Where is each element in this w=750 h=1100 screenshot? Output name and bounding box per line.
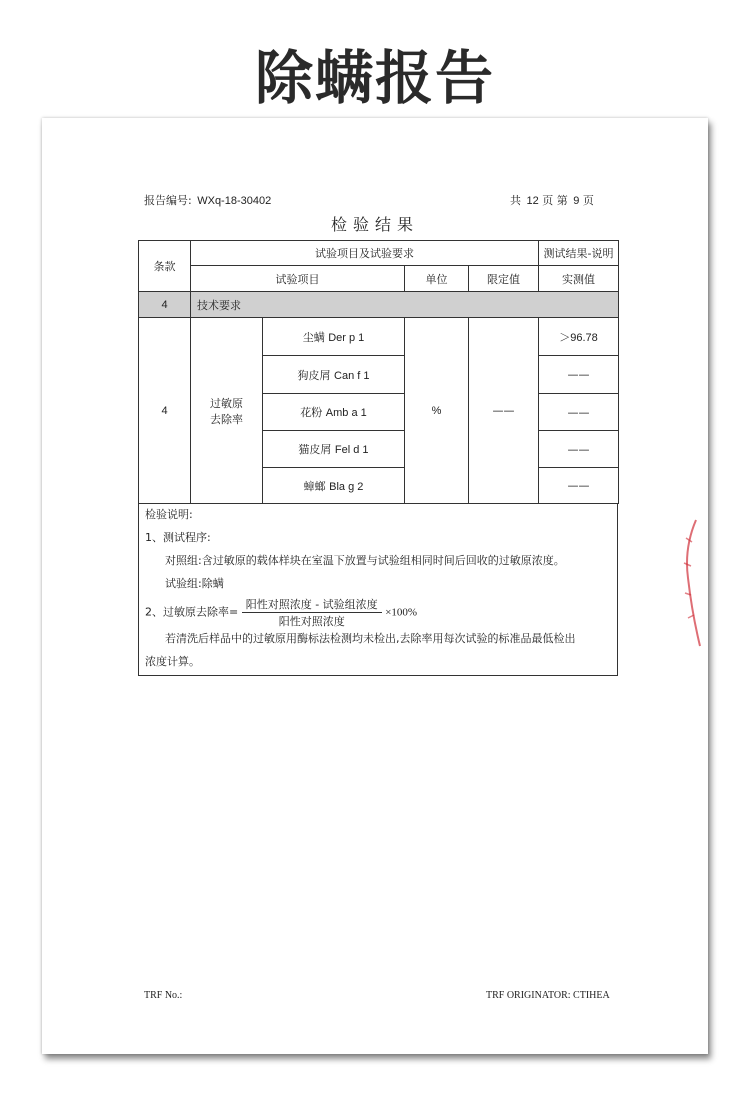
pages-mid: 页 第 (542, 194, 568, 207)
formula-numerator: 阳性对照浓度 - 试验组浓度 (242, 596, 382, 613)
section-label: 技术要求 (191, 292, 619, 318)
allergen-name: 花粉 (300, 406, 323, 419)
allergen-code: Amb a 1 (325, 407, 367, 419)
formula-fraction (242, 596, 382, 629)
formula-multiplier: ×100% (385, 606, 418, 619)
measured-value: —— (539, 394, 619, 431)
result-group-header: 测试结果-说明 (539, 241, 619, 266)
allergen-cell (263, 394, 405, 431)
page-number: 9 (573, 195, 580, 207)
allergen-code: Der p 1 (328, 331, 365, 344)
measured-value: —— (539, 468, 619, 504)
table-row (139, 318, 619, 356)
limit-cell: —— (469, 318, 539, 504)
formula-prefix: 2、过敏原去除率= (145, 605, 239, 619)
removal-rate-formula (145, 596, 417, 629)
remark-line-2: 浓度计算。 (145, 655, 200, 668)
allergen-code: Fel d 1 (334, 444, 369, 456)
total-pages: 12 (526, 195, 539, 207)
measured-value: —— (539, 356, 619, 394)
item-header: 试验项目 (191, 266, 405, 292)
pages-suffix: 页 (582, 194, 594, 207)
report-page (42, 118, 708, 1054)
limit-header: 限定值 (469, 266, 539, 292)
items-group-header: 试验项目及试验要求 (191, 241, 539, 266)
allergen-name: 尘螨 (302, 330, 325, 344)
control-group-note: 对照组:含过敏原的载体样块在室温下放置与试验组相同时间后回收的过敏原浓度。 (165, 554, 565, 567)
allergen-cell (263, 431, 405, 468)
document-title: 检验结果 (330, 215, 419, 234)
measured-header: 实测值 (539, 266, 619, 292)
allergen-name: 狗皮屑 (297, 368, 331, 382)
measured-value: ＞96.78 (539, 318, 619, 356)
report-number-label: 报告编号: (144, 194, 192, 207)
category-line-1: 过敏原 (210, 396, 243, 410)
remark-line-1: 若清洗后样品中的过敏原用酶标法检测均未检出,去除率用每次试验的标准品最低检出 (165, 632, 576, 645)
clause-header: 条款 (139, 241, 191, 292)
section-row (139, 292, 619, 318)
allergen-name: 蟑螂 (303, 479, 326, 493)
allergen-code: Bla g 2 (329, 480, 364, 493)
report-number (144, 192, 271, 208)
page-count (510, 192, 594, 208)
unit-header: 单位 (405, 266, 469, 292)
category-cell (191, 318, 263, 504)
test-group-note: 试验组:除螨 (165, 577, 224, 590)
allergen-code: Can f 1 (334, 369, 370, 382)
test-notes (138, 504, 618, 676)
measured-value: —— (539, 431, 619, 468)
report-number-value: WXq-18-30402 (197, 195, 272, 207)
trf-number: TRF No.: (144, 990, 183, 1001)
section-number: 4 (139, 292, 191, 318)
allergen-cell (263, 318, 405, 356)
row-clause: 4 (139, 318, 191, 504)
formula-denominator: 阳性对照浓度 (278, 615, 345, 628)
trf-originator: TRF ORIGINATOR: CTIHEA (486, 990, 610, 1001)
allergen-name: 猫皮屑 (298, 443, 332, 456)
notes-item-1: 1、测试程序: (145, 531, 211, 544)
results-table (138, 240, 619, 504)
category-line-2: 去除率 (210, 412, 243, 426)
allergen-cell (263, 356, 405, 394)
stamp-fragment-icon (674, 518, 704, 648)
allergen-cell (263, 468, 405, 504)
unit-cell: % (405, 318, 469, 504)
pages-prefix: 共 (510, 194, 521, 207)
page-title: 除螨报告 (254, 44, 495, 112)
notes-heading: 检验说明: (145, 508, 193, 521)
